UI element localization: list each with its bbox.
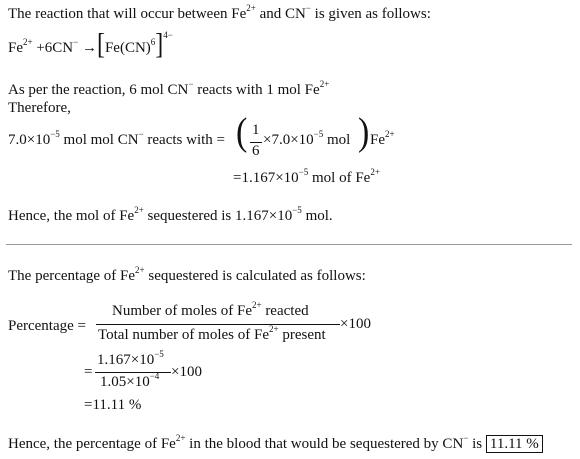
calc-numerator bbox=[97, 349, 164, 369]
formula-line bbox=[96, 324, 340, 325]
reaction-equation bbox=[8, 28, 173, 62]
complex-charge: 4− bbox=[163, 30, 173, 40]
calc1-fe-charge: 2+ bbox=[385, 129, 395, 139]
formula-num-text: Number of moles of Fe bbox=[112, 303, 252, 319]
intro-text-after: is given as follows: bbox=[310, 6, 431, 22]
section-divider bbox=[6, 244, 572, 245]
percentage-label: Percentage = bbox=[8, 318, 87, 334]
calc-equals: = bbox=[84, 364, 93, 380]
result-unit: mol of Fe bbox=[308, 170, 371, 186]
formula-den-after: present bbox=[278, 327, 326, 343]
calc-den-exp: −4 bbox=[149, 371, 160, 381]
calc1-fe bbox=[370, 129, 395, 149]
ratio-text: As per the reaction, 6 mol CN bbox=[8, 82, 189, 98]
eq-fe: Fe bbox=[8, 40, 23, 56]
paren-close: ) bbox=[358, 111, 370, 154]
percent-intro-charge: 2+ bbox=[135, 265, 145, 275]
calc-line bbox=[95, 372, 171, 373]
eq-cn-charge: − bbox=[73, 37, 79, 47]
formula-num-charge: 2+ bbox=[251, 300, 262, 310]
complex-subscript: 6 bbox=[150, 37, 156, 47]
hence1-mid: sequestered is 1.167×10 bbox=[143, 208, 293, 224]
hence-mol-line bbox=[8, 205, 333, 225]
calc1-lhs bbox=[8, 129, 225, 149]
formula-den-charge: 2+ bbox=[269, 324, 279, 334]
conclusion-after: is bbox=[468, 436, 486, 452]
calc-num-exp: −5 bbox=[154, 349, 164, 359]
calc1-reacts: reacts with = bbox=[143, 132, 225, 148]
paren-open: ( bbox=[236, 111, 248, 154]
ratio-line bbox=[8, 79, 330, 99]
intro-line bbox=[8, 3, 431, 23]
cn-charge: − bbox=[305, 3, 311, 13]
percent-intro-after: sequestered is calculated as follows: bbox=[144, 268, 366, 284]
formula-denominator bbox=[98, 324, 326, 344]
calc1-times-exp: −5 bbox=[313, 129, 324, 139]
hence1-exp: −5 bbox=[292, 205, 302, 215]
result-exp: −5 bbox=[298, 167, 309, 177]
frac-denominator: 6 bbox=[252, 143, 260, 159]
calc1-value: 7.0×10 bbox=[8, 132, 51, 148]
complex-formula: Fe(CN) bbox=[104, 40, 151, 56]
therefore-label: Therefore, bbox=[8, 100, 71, 116]
intro-text: The reaction that will occur between Fe bbox=[8, 6, 247, 22]
formula-times100: ×100 bbox=[340, 316, 371, 332]
hence1-text: Hence, the mol of Fe bbox=[8, 208, 135, 224]
percent-intro-text: The percentage of Fe bbox=[8, 268, 136, 284]
frac-numerator: 1 bbox=[252, 122, 260, 138]
calc-den-value: 1.05×10 bbox=[100, 374, 150, 390]
calc1-mol: mol bbox=[323, 132, 351, 148]
bracket-open: [ bbox=[96, 28, 105, 62]
formula-numerator bbox=[112, 300, 309, 320]
conclusion-fe-charge: 2+ bbox=[175, 433, 186, 443]
calc-result: =11.11 % bbox=[84, 397, 142, 413]
bracket-close: ] bbox=[155, 28, 164, 62]
formula-num-after: reacted bbox=[261, 303, 309, 319]
intro-text-mid: and CN bbox=[255, 6, 306, 22]
conclusion-cn-charge: − bbox=[463, 433, 469, 443]
calc1-times: ×7.0×10 bbox=[263, 132, 314, 148]
answer-box: 11.11 % bbox=[486, 435, 543, 453]
calc1-result bbox=[233, 167, 380, 187]
calc-times100: ×100 bbox=[171, 364, 202, 380]
result-value: =1.167×10 bbox=[233, 170, 299, 186]
hence1-after: mol. bbox=[301, 208, 333, 224]
calc1-fe-label: Fe bbox=[370, 132, 385, 148]
calc1-rhs bbox=[263, 129, 351, 149]
ratio-fe-charge: 2+ bbox=[319, 79, 330, 89]
eq-cn: +6CN bbox=[32, 40, 74, 56]
reaction-arrow: → bbox=[78, 40, 97, 56]
ratio-text-after: reacts with 1 mol Fe bbox=[193, 82, 320, 98]
result-charge: 2+ bbox=[370, 167, 380, 177]
calc1-cn-charge: − bbox=[138, 129, 144, 139]
fe-charge: 2+ bbox=[246, 3, 256, 13]
conclusion-line bbox=[8, 433, 543, 453]
calc1-exp: −5 bbox=[50, 129, 60, 139]
conclusion-text: Hence, the percentage of Fe bbox=[8, 436, 176, 452]
ratio-cn-charge: − bbox=[188, 79, 194, 89]
calc-num-value: 1.167×10 bbox=[97, 352, 155, 368]
eq-fe-charge: 2+ bbox=[23, 37, 33, 47]
formula-den-text: Total number of moles of Fe bbox=[98, 327, 269, 343]
calc-denominator bbox=[100, 371, 160, 391]
calc1-unit: mol mol CN bbox=[59, 132, 139, 148]
hence1-fe-charge: 2+ bbox=[134, 205, 144, 215]
percent-intro bbox=[8, 265, 366, 285]
conclusion-mid: in the blood that would be sequestered by CN bbox=[185, 436, 464, 452]
